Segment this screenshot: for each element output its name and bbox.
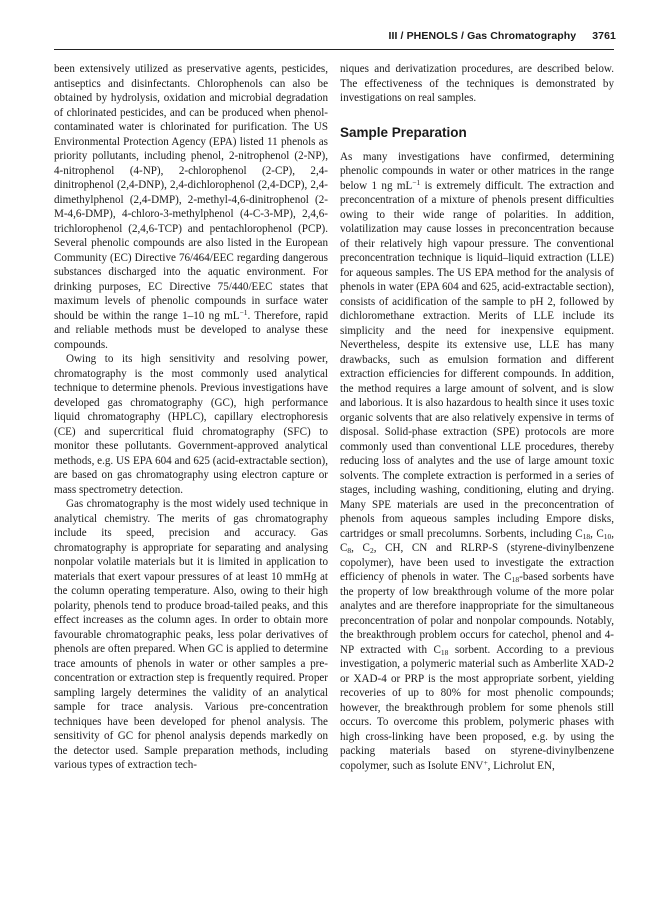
left-paragraph-1-text-a: been extensively utilized as preservative agents, pesticides, antiseptics and disinfectants. Chlorophenols can also be obtained by hydrolysis, oxidation and microbial degradation of chlorinated pesticides, and can be produced when phenol-contaminated water is chlorinated for purification. The US Environmental Protection Agency (EPA) listed 11 phenols as priority pollutants, including phenol, 2-nitrophenol (2-NP), 4-nitrophenol (4-NP), 2-chlorophenol (2-CP), 2,4-dinitrophenol (2,4-DNP), 2,4-dichlorophenol (2,4-DCP), 2,4-dimethylphenol (2,4-DMP), 2-methyl-4,6-dinitrophenol (2-M-4,6-DMP), 4-chloro-3-methylphenol (4-C-3-MP), 2,4,6-trichlorophenol (2,4,6-TCP) and pentachlorophenol (PCP). Several phenolic compounds are also listed in the European Community (EC) Directive 76/464/EEC regarding dangerous substances discharged into the aquatic environment. For drinking purposes, EC Directive 75/440/EEC states that maximum levels of phenolic compounds in surface water should be within the range 1–10 ng mL [54, 63, 328, 322]
running-head-section: III / PHENOLS / Gas Chromatography [388, 30, 577, 42]
rp2-text-d: , C [340, 527, 614, 554]
section-heading: Sample Preparation [340, 124, 467, 140]
subscript-c8: 8 [347, 546, 352, 555]
header-rule [54, 49, 614, 50]
left-column [54, 62, 328, 773]
left-paragraph-1-text-b: . Therefore, rapid and reliable methods must be developed to analyse these compounds. [54, 309, 328, 351]
rp2-text-i: , Lichrolut EN, [487, 759, 555, 772]
right-column [340, 62, 614, 773]
left-paragraph-2: Owing to its high sensitivity and resolving power, chromatography is the most commonly used analytical technique to determine phenols. Previous investigations have developed gas chromatography (GC), high performance liquid chromatography (HPLC), capillary electrophoresis (CE) and supercritical fluid chromatography (SFC) to monitor these pollutants. Government-approved analytical methods, e.g. US EPA 604 and 625 (acid-extractable section), are based on gas chromatography using electron capture or mass spectrometry detection. [54, 353, 328, 496]
superscript-plus: + [483, 757, 488, 767]
subscript-c2: 2 [369, 546, 374, 555]
subscript-c18: 18 [582, 531, 591, 541]
right-paragraph-2 [340, 150, 614, 774]
rp2-text-h: sorbent. According to a previous investigation, a polymeric material such as Amberlite XAD-2 or XAD-4 or PRP is the most appropriate sorbent, yielding recoveries of up to 80% for most phenolic compounds; however, the breakthrough problem for some phenols still occurs. To overcome this problem, polymeric phases with high cross-linking have been proposed, e.g. by using the packing materials based on styrene-divinylbenzene copolymer, such as Isolute ENV [340, 643, 614, 772]
unit-exponent: −1 [412, 177, 421, 187]
subscript-c10: 10 [603, 531, 612, 541]
rp2-text-b: is extremely difficult. The extraction and preconcentration of a mixture of phenols present difficulties owing to their wide range of polarities. In addition, volatilization may cause losses in preconcentration because of their relatively high vapour pressure. The conventional preconcentration technique is liquid–liquid extraction (LLE) for aqueous samples. The US EPA method for the analysis of phenols in water (EPA 604 and 625, acid-extractable section), consists of acidification of the sample to pH 2, followed by dichloromethane extraction. Merits of LLE include its simplicity and the need for inexpensive equipment. Nevertheless, despite its extensive use, LLE has many drawbacks, such as emulsion formation and different extraction efficiencies for different compounds. In addition, the method requires a large amount of solvent, and is slow and laborious. It is also hazardous to health since it uses toxic organic solvents that are also relatively expensive in terms of disposal. Solid-phase extraction (SPE) protocols are more commonly used than conventional LLE procedures, thereby reducing loss of analytes and the use of large amount toxic solvents. The complete extraction is performed in a series of stages, including washing, conditioning, eluting and drying. Many SPE materials are used in the preconcentration of phenols from aqueous samples including Empore disks, cartridges or small precolumns. Sorbents, including C [340, 179, 614, 540]
rp2-text-e: , C [351, 542, 370, 554]
rp2-text-f: , CH, CN and RLRP-S (styrene-divinylbenzene copolymer), have been used to investigate the extraction efficiency of phenols in water. The C [340, 542, 614, 583]
subscript-c18-based: 18 [511, 575, 520, 584]
unit-exponent: −1 [239, 307, 248, 317]
left-paragraph-1 [54, 62, 328, 352]
subscript-c18-sorbent: 18 [440, 647, 449, 657]
rp2-text-a: As many investigations have confirmed, determining phenolic compounds in water or other matrices in the range below 1 ng mL [340, 150, 614, 192]
rp2-text-c: , C [590, 527, 604, 540]
page-number: 3761 [592, 30, 616, 42]
running-head [388, 30, 616, 42]
left-paragraph-3: Gas chromatography is the most widely used technique in analytical chemistry. The merits of gas chromatography include its speed, precision and accuracy. Gas chromatography is appropriate for separating and analysing nonpolar volatile materials but it is limited in application to materials that exert vapour pressures of at least 10 mmHg at the column operating temperature. Also, owing to their high polarity, phenols tend to produce broad-tailed peaks, and this effect increases as the column ages. In order to obtain more favourable chromatographic peaks, less polar derivatives of phenols are often prepared. When GC is applied to determine trace amounts of phenols in water or other samples a pre-concentration or extraction step is frequently required. Proper sampling largely determines the validity of an analytical sample for trace analysis. Various pre-concentration techniques have been developed for phenol analysis. The sensitivity of GC for phenol analysis depends markedly on the detector used. Sample preparation methods, including various types of extraction tech- [54, 498, 328, 771]
right-paragraph-1: niques and derivatization procedures, are described below. The effectiveness of the techniques is demonstrated by investigations on real samples. [340, 63, 614, 104]
rp2-text-g: -based sorbents have the property of low breakthrough volume of the more polar analytes and are therefore inappropriate for the simultaneous preconcentration of polar and nonpolar compounds. Notably, the breakthrough problem occurs for catechol, phenol and 4-NP extracted with C [340, 571, 614, 656]
